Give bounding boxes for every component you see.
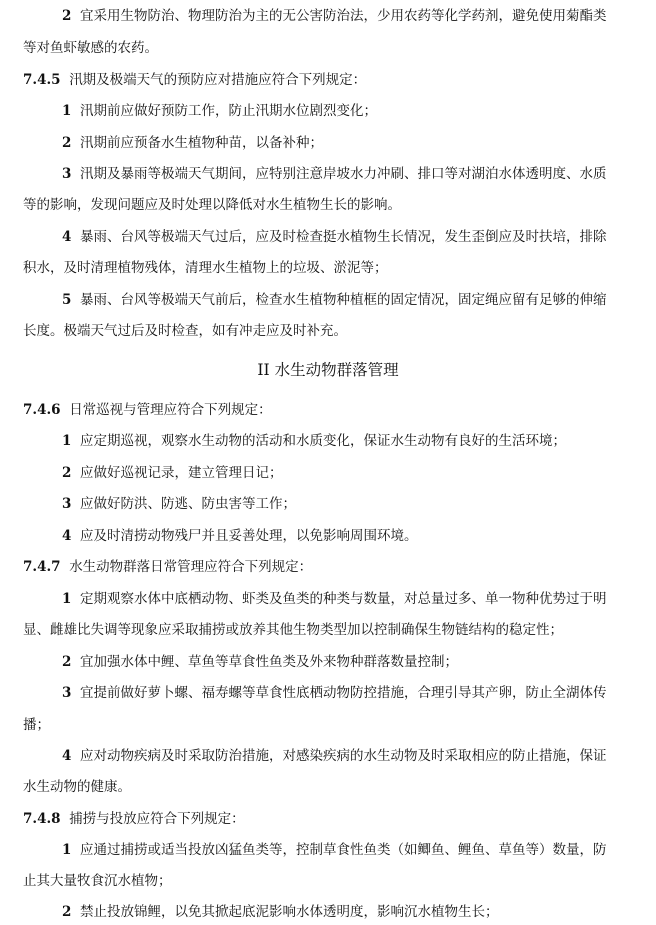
list-item [62, 102, 377, 120]
list-item [62, 684, 607, 702]
list-item [62, 841, 607, 859]
list-item [62, 134, 323, 152]
clause-number: 7.4.8 [23, 810, 61, 827]
item-number: 4 [62, 527, 72, 544]
item-number: 1 [62, 103, 72, 119]
item-text: 应做好巡视记录，建立管理日记； [80, 464, 283, 481]
list-item [62, 495, 296, 513]
item-number: 2 [62, 653, 72, 670]
list-item [62, 590, 607, 608]
section-heading: II 水生动物群落管理 [257, 360, 399, 379]
clause-text: 水生动物群落日常管理应符合下列规定： [69, 559, 313, 575]
list-item [62, 747, 607, 765]
item-text: 应及时清捞动物残尸并且妥善处理，以免影响周围环境。 [80, 527, 418, 544]
clause-text: 日常巡视与管理应符合下列规定： [69, 401, 272, 418]
item-text: 定期观察水体中底栖动物、虾类及鱼类的种类与数量，对总量过多、单一物种优势过于明 [80, 590, 607, 607]
list-item [62, 165, 607, 183]
list-item [62, 903, 499, 921]
item-number: 4 [62, 747, 72, 764]
clause-number: 7.4.7 [23, 559, 61, 575]
item-text: 暴雨、台风等极端天气前后，检查水生植物种植框的固定情况，固定绳应留有足够的伸缩 [80, 291, 607, 308]
item-text: 宜提前做好萝卜螺、福寿螺等草食性底栖动物防控措施，合理引导其产卵，防止全湖体传 [80, 684, 607, 701]
item-continuation: 显、雌雄比失调等现象应采取捕捞或放养其他生物类型加以控制确保生物链结构的稳定性； [23, 621, 563, 638]
item-continuation: 等对鱼虾敏感的农药。 [23, 40, 158, 56]
section-clause [23, 71, 366, 89]
item-number: 5 [62, 291, 72, 308]
item-text: 汛期及暴雨等极端天气期间，应特别注意岸坡水力冲刷、排口等对湖泊水体透明度、水质 [80, 166, 607, 182]
clause-number: 7.4.5 [23, 71, 61, 88]
item-number: 3 [62, 496, 72, 512]
item-continuation: 播； [23, 716, 50, 733]
item-number: 3 [62, 166, 72, 182]
item-text: 宜采用生物防治、物理防治为主的无公害防治法，少用农药等化学药剂，避免使用菊酯类 [80, 8, 607, 24]
item-number: 2 [62, 8, 72, 24]
item-number: 2 [62, 904, 72, 920]
item-text: 禁止投放锦鲤，以免其掀起底泥影响水体透明度，影响沉水植物生长； [80, 904, 499, 920]
item-number: 3 [62, 684, 72, 701]
item-number: 1 [62, 590, 72, 607]
section-clause [23, 401, 272, 419]
item-continuation: 水生动物的健康。 [23, 779, 131, 795]
list-item [62, 653, 458, 671]
item-number: 2 [62, 134, 72, 151]
item-continuation: 止其大量牧食沉水植物； [23, 873, 172, 889]
item-text: 汛期前应预备水生植物种苗，以备补种； [80, 134, 323, 151]
item-number: 4 [62, 228, 72, 245]
list-item [62, 464, 283, 482]
clause-text: 汛期及极端天气的预防应对措施应符合下列规定： [69, 71, 367, 88]
list-item [62, 291, 607, 309]
item-number: 1 [62, 841, 72, 858]
item-number: 2 [62, 464, 72, 481]
item-continuation: 积水，及时清理植物残体，清理水生植物上的垃圾、淤泥等； [23, 260, 388, 276]
item-text: 应通过捕捞或适当投放凶猛鱼类等，控制草食性鱼类（如鲫鱼、鲤鱼、草鱼等）数量，防 [80, 841, 607, 858]
item-continuation: 长度。极端天气过后及时检查，如有冲走应及时补充。 [23, 323, 347, 339]
item-continuation: 等的影响，发现问题应及时处理以降低对水生植物生长的影响。 [23, 197, 401, 213]
list-item [62, 527, 418, 545]
item-text: 应定期巡视，观察水生动物的活动和水质变化，保证水生动物有良好的生活环境； [80, 433, 566, 449]
section-clause [23, 810, 245, 828]
item-text: 宜加强水体中鲤、草鱼等草食性鱼类及外来物种群落数量控制； [80, 653, 458, 670]
list-item [62, 432, 566, 450]
item-text: 暴雨、台风等极端天气过后，应及时检查挺水植物生长情况，发生歪倒应及时扶培，排除 [80, 228, 607, 245]
clause-number: 7.4.6 [23, 401, 61, 418]
item-number: 1 [62, 433, 72, 449]
item-text: 应对动物疾病及时采取防治措施，对感染疾病的水生动物及时采取相应的防止措施，保证 [80, 747, 607, 764]
item-text: 应做好防洪、防逃、防虫害等工作； [80, 496, 296, 512]
clause-text: 捕捞与投放应符合下列规定： [69, 810, 245, 827]
section-clause [23, 558, 312, 576]
item-text: 汛期前应做好预防工作，防止汛期水位剧烈变化； [80, 103, 377, 119]
list-item [62, 228, 607, 246]
list-item [62, 7, 607, 25]
